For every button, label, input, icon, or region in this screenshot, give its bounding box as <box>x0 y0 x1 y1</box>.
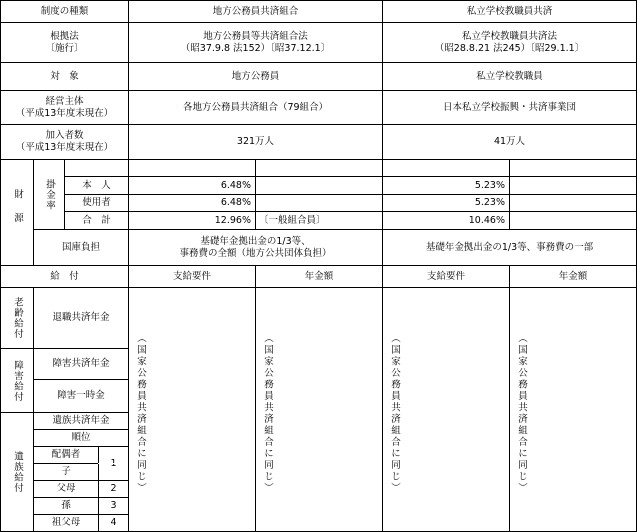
benefit-group-survivor: 遺族給付 <box>11 451 23 493</box>
basis-law-label <box>1 23 128 62</box>
basis-law-label-line1: 根拠法 <box>50 30 79 42</box>
benefit-disability-pension: 障害共済年金 <box>52 358 110 370</box>
members-label-line1: 加入者数 <box>45 130 84 142</box>
finance-row-employer-local: 6.48% <box>220 197 251 209</box>
benefit-disability-lump-sum: 障害一時金 <box>57 390 105 402</box>
finance-row-self-local: 6.48% <box>220 179 251 191</box>
finance-row-employer-label: 使用者 <box>82 197 111 209</box>
same-as-national-local-requirements: （国家公務員共済組合に同じ） <box>135 332 146 494</box>
operator-local: 各地方公務員共済組合（79組合） <box>182 101 329 113</box>
same-as-national-private-requirements: （国家公務員共済組合に同じ） <box>389 332 400 494</box>
basis-law-local <box>129 23 382 62</box>
benefit-survivor-pension: 遺族共済年金 <box>52 415 110 427</box>
members-local: 321万人 <box>236 136 275 148</box>
finance-row-total-local: 12.96% <box>214 214 251 226</box>
survivor-order-label: 順位 <box>71 432 91 444</box>
target-local: 地方公務員 <box>231 70 280 82</box>
survivor-order-spouse: 配偶者 <box>51 449 81 461</box>
members-private: 41万人 <box>493 136 526 148</box>
benefits-local-requirements: 支給要件 <box>172 270 211 282</box>
benefits-label: 給 付 <box>50 270 79 282</box>
basis-law-local-line1: 地方公務員等共済組合法 <box>203 30 308 42</box>
finance-subsidy-label: 国庫負担 <box>61 241 100 253</box>
benefits-private-requirements: 支給要件 <box>426 270 465 282</box>
survivor-order-grandparents: 祖父母 <box>51 517 81 529</box>
target-label: 対 象 <box>50 70 79 82</box>
survivor-rank-4: 4 <box>110 517 117 529</box>
same-as-national-local-amount: （国家公務員共済組合に同じ） <box>262 332 273 494</box>
header-private-school: 私立学校教職員共済 <box>466 5 553 17</box>
benefit-old-age-pension: 退職共済年金 <box>52 312 110 324</box>
finance-row-self-private: 5.23% <box>474 179 505 191</box>
basis-law-private-line2: （昭28.8.21 法245）〔昭29.1.1〕 <box>434 42 585 54</box>
benefit-group-old-age: 老齢給付 <box>11 297 23 339</box>
benefits-private-amount: 年金額 <box>558 270 588 282</box>
benefit-group-disability: 障害給付 <box>11 359 23 402</box>
finance-subsidy-local-line1: 基礎年金拠出金の1/3等、 <box>200 235 311 247</box>
benefits-local-amount: 年金額 <box>304 270 334 282</box>
operator-label-line1: 経営主体 <box>45 95 84 107</box>
header-system-type: 制度の種類 <box>40 5 89 17</box>
operator-label <box>1 91 128 124</box>
finance-rate-label: 掛金率 <box>43 178 55 211</box>
finance-subsidy-local <box>129 230 382 265</box>
basis-law-local-line2: （昭37.9.8 法152）〔昭37.12.1〕 <box>180 42 331 54</box>
finance-subsidy-local-line2: 事務費の全額（地方公共団体負担） <box>179 247 332 259</box>
finance-row-total-label: 合 計 <box>82 214 111 226</box>
operator-label-line2: （平成13年度末現在） <box>15 107 114 119</box>
finance-subsidy-private: 基礎年金拠出金の1/3等、事務費の一部 <box>425 241 594 253</box>
survivor-rank-3: 3 <box>110 500 117 512</box>
finance-row-self-label: 本 人 <box>82 179 111 191</box>
survivor-order-grandchild: 孫 <box>61 500 71 512</box>
target-private: 私立学校教職員 <box>476 70 543 82</box>
operator-private: 日本私立学校振興・共済事業団 <box>442 101 576 113</box>
survivor-order-parents: 父母 <box>56 483 76 495</box>
basis-law-private <box>383 23 636 62</box>
finance-row-total-private: 10.46% <box>468 214 505 226</box>
members-label-line2: （平成13年度末現在） <box>15 142 114 153</box>
survivor-order-child: 子 <box>61 466 71 478</box>
survivor-rank-2: 2 <box>110 483 117 495</box>
finance-row-employer-private: 5.23% <box>474 197 505 209</box>
basis-law-private-line1: 私立学校教職員共済法 <box>461 30 557 42</box>
header-local-public-servants: 地方公務員共済組合 <box>212 5 299 17</box>
finance-row-total-local-note: 〔一般組合員〕 <box>259 214 326 226</box>
same-as-national-private-amount: （国家公務員共済組合に同じ） <box>516 332 527 494</box>
finance-label: 財源 <box>11 189 23 236</box>
members-label <box>1 125 128 159</box>
basis-law-label-line2: 〔施行〕 <box>45 42 84 54</box>
